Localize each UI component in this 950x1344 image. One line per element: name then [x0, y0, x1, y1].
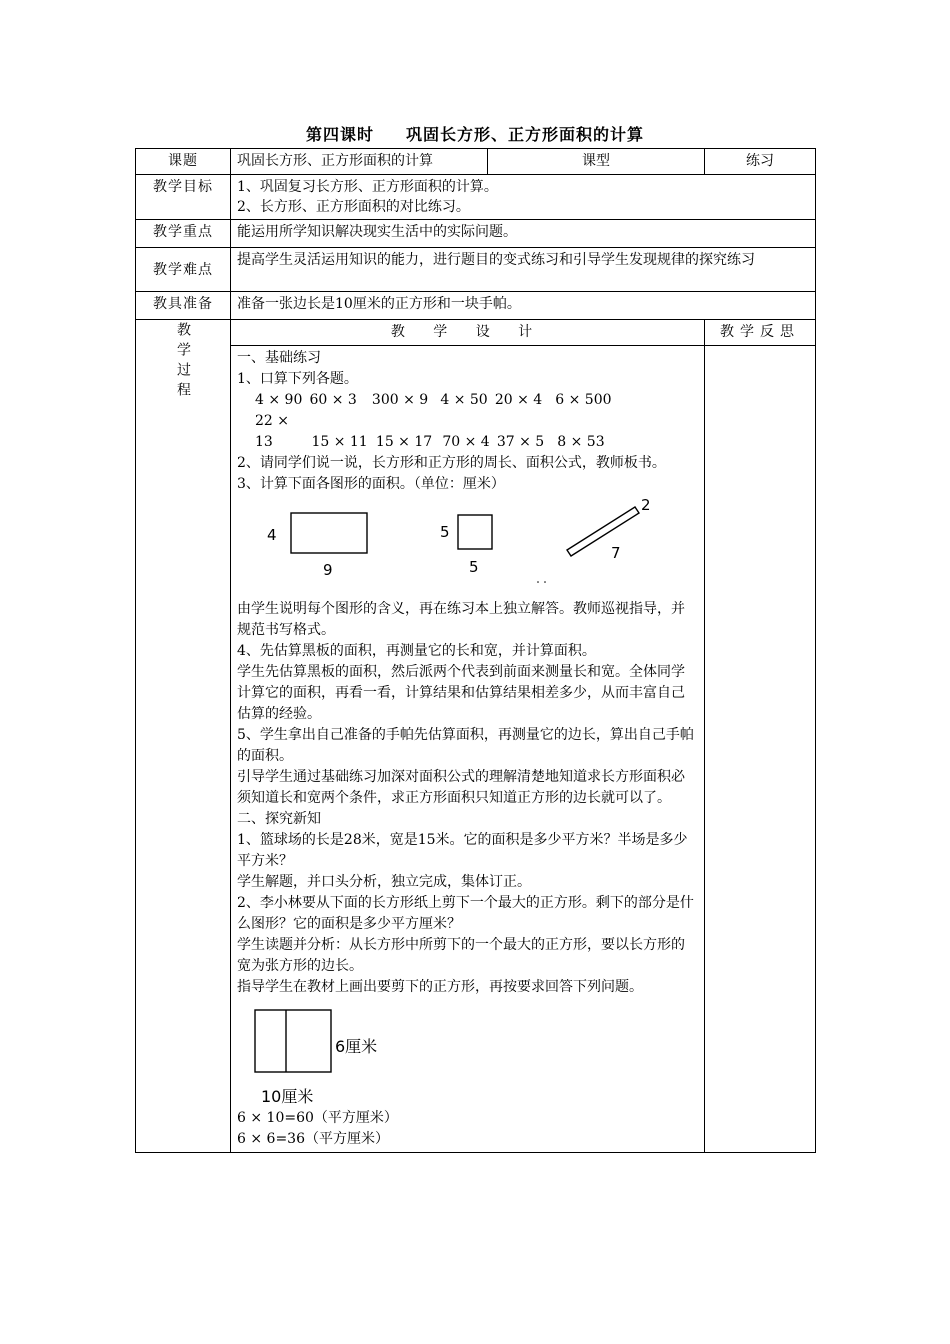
type-value: 练习 [705, 149, 816, 175]
paper-rectangle [255, 1010, 331, 1072]
key-row [136, 220, 816, 248]
page-title [0, 122, 950, 145]
calc-item: 37 × 5 [496, 434, 545, 450]
rect-height-label: 4 [267, 526, 277, 544]
calc-item: 60 × 3 [309, 392, 357, 408]
goal-item-2: 2、长方形、正方形面积的对比练习。 [237, 199, 470, 215]
goal-label: 教学目标 [136, 175, 231, 220]
topic-value: 巩固长方形、正方形面积的计算 [231, 149, 488, 175]
question-1-3: 3、计算下面各图形的面积。（单位：厘米） [237, 476, 505, 492]
difficulty-label: 教学难点 [136, 248, 231, 292]
question-1-1: 1、口算下列各题。 [237, 371, 358, 387]
question-2-2: 2、李小林要从下面的长方形纸上剪下一个最大的正方形。剩下的部分是什么图形？它的面积是多少平方厘米？ [237, 895, 694, 932]
slant-width-label: 2 [641, 496, 651, 514]
topic-row [136, 149, 816, 175]
dot-mark [537, 581, 539, 583]
difficulty-value: 提高学生灵活运用知识的能力，进行题目的变式练习和引导学生发现规律的探究练习 [231, 248, 816, 292]
area-figures-svg [237, 495, 687, 599]
paragraph-s2q2: 学生读题并分析：从长方形中所剪下的一个最大的正方形，要以长方形的宽为张方形的边长。 [237, 937, 685, 974]
area-figures [237, 495, 698, 599]
paragraph-q4: 学生先估算黑板的面积，然后派两个代表到前面来测量长和宽。全体同学计算它的面积，再看一看，计算结果和估算结果相差多少，从而丰富自己估算的经验。 [237, 664, 685, 722]
square-shape [458, 515, 492, 549]
type-label: 课型 [488, 149, 705, 175]
calc-item: 15 × 17 [375, 434, 433, 450]
calc-row-1 [237, 390, 698, 411]
section-2-title: 二、探究新知 [237, 811, 321, 827]
tools-row [136, 292, 816, 320]
calc-row-2 [237, 411, 698, 453]
cut-square-figure [237, 998, 698, 1108]
goal-row [136, 175, 816, 220]
reflect-cell [705, 346, 816, 1153]
process-body-row [136, 346, 816, 1153]
slant-length-label: 7 [611, 544, 621, 562]
calc-item: 22 × 13 [255, 413, 289, 450]
process-header-row [136, 320, 816, 346]
question-1-5: 5、学生拿出自己准备的手帕先估算面积，再测量它的边长，算出自己手帕的面积。 [237, 727, 694, 764]
question-2-1: 1、篮球场的长是28米，宽是15米。它的面积是多少平方米？半场是多少平方米？ [237, 832, 688, 869]
equation-1: 6 × 10=60（平方厘米） [237, 1110, 398, 1126]
difficulty-row [136, 248, 816, 292]
paragraph-q5: 引导学生通过基础练习加深对面积公式的理解清楚地知道求长方形面积必须知道长和宽两个条件，求正方形面积只知道正方形的边长就可以了。 [237, 769, 685, 806]
topic-label: 课题 [136, 149, 231, 175]
calc-item: 20 × 4 [494, 392, 543, 408]
tools-value: 准备一张边长是10厘米的正方形和一块手帕。 [231, 292, 816, 320]
paper-width-label: 10厘米 [261, 1087, 314, 1106]
calc-item: 4 × 90 [255, 392, 303, 408]
key-value: 能运用所学知识解决现实生活中的实际问题。 [231, 220, 816, 248]
dot-mark [544, 581, 546, 583]
key-label: 教学重点 [136, 220, 231, 248]
slanted-rectangle-shape [567, 507, 639, 556]
process-label-cell [136, 320, 231, 1153]
square-width-label: 5 [469, 558, 479, 576]
rectangle-shape [291, 513, 367, 553]
question-1-4: 4、先估算黑板的面积，再测量它的长和宽，并计算面积。 [237, 643, 596, 659]
square-height-label: 5 [440, 523, 450, 541]
calc-item: 300 × 9 [371, 392, 429, 408]
calc-item: 4 × 50 [440, 392, 488, 408]
design-header: 教 学 设 计 [231, 320, 705, 346]
paragraph-guide: 指导学生在教材上画出要剪下的正方形，再按要求回答下列问题。 [237, 979, 643, 995]
section-1-title: 一、基础练习 [237, 350, 321, 366]
tools-label: 教具准备 [136, 292, 231, 320]
reflect-header: 教学反思 [705, 320, 816, 346]
calc-item: 6 × 500 [555, 392, 612, 408]
calc-item: 8 × 53 [557, 434, 605, 450]
calc-item: 15 × 11 [311, 434, 368, 450]
paragraph-after-figures: 由学生说明每个图形的含义，再在练习本上独立解答。教师巡视指导，并规范书写格式。 [237, 601, 685, 638]
process-label: 教学过程 [175, 322, 191, 402]
question-1-2: 2、请同学们说一说，长方形和正方形的周长、面积公式，教师板书。 [237, 455, 666, 471]
cut-square-svg [237, 998, 687, 1108]
rect-width-label: 9 [323, 561, 333, 579]
paragraph-s2q1: 学生解题，并口头分析，独立完成，集体订正。 [237, 874, 531, 890]
goal-cell [231, 175, 816, 220]
lesson-plan-table [135, 148, 816, 1153]
calc-item: 70 × 4 [442, 434, 490, 450]
goal-item-1: 1、巩固复习长方形、正方形面积的计算。 [237, 179, 498, 195]
paper-height-label: 6厘米 [335, 1037, 378, 1056]
title-lesson: 第四课时 [305, 125, 374, 144]
design-cell [231, 346, 705, 1153]
equation-2: 6 × 6=36（平方厘米） [237, 1131, 389, 1147]
title-topic: 巩固长方形、正方形面积的计算 [406, 125, 645, 144]
